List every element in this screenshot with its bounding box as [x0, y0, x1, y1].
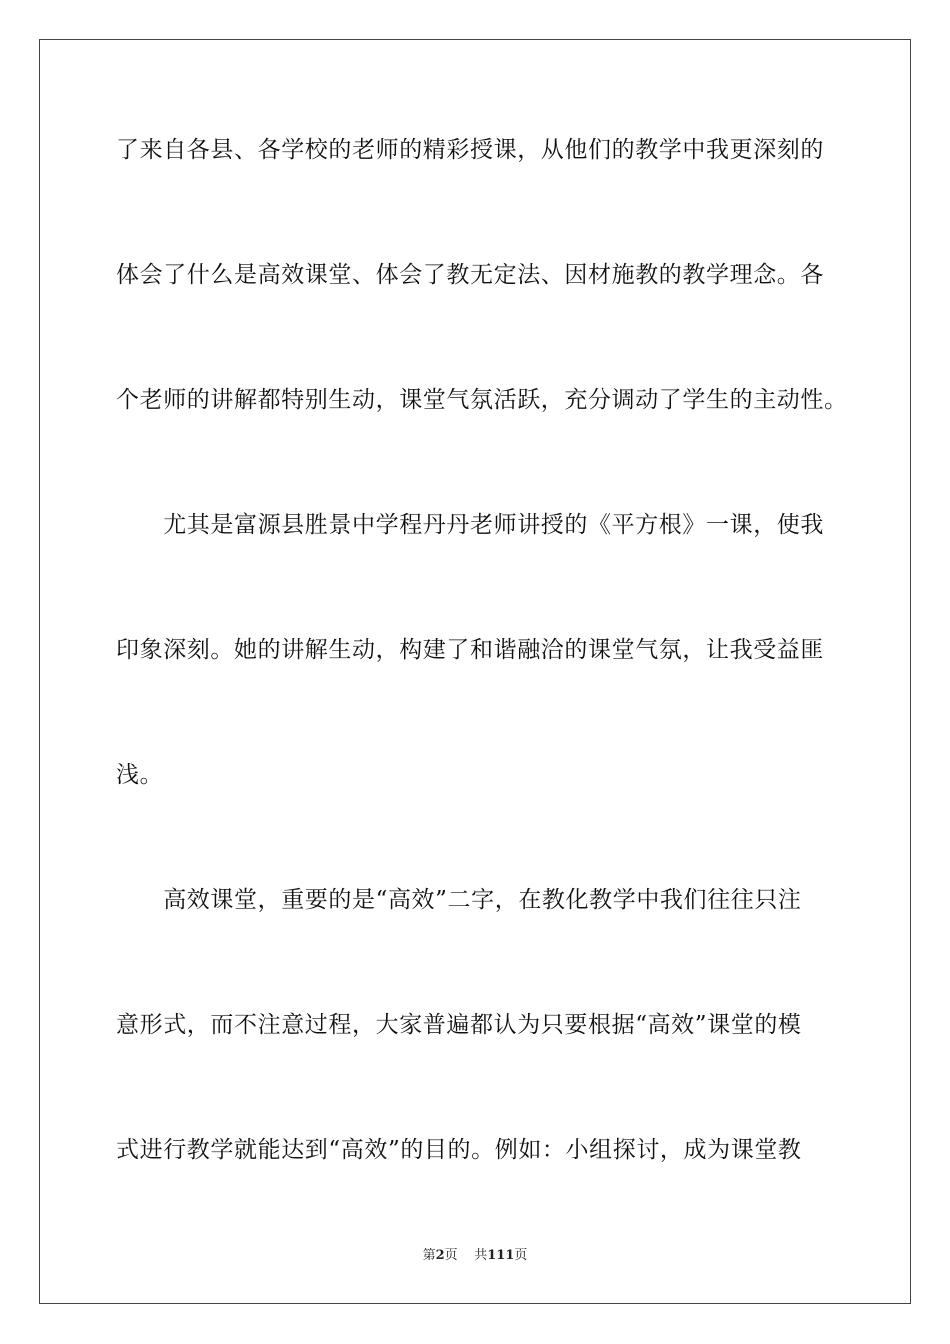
page-total: 111 [487, 1248, 515, 1263]
page-prefix: 第 [422, 1248, 436, 1263]
text-line-2: 体会了什么是高效课堂、体会了教无定法、因材施教的教学理念。各 [116, 262, 824, 288]
text-line-9: 式进行教学就能达到“高效”的目的。例如：小组探讨，成为课堂教 [116, 1137, 802, 1163]
page-frame [39, 39, 911, 1304]
text-line-3: 个老师的讲解都特别生动，课堂气氛活跃，充分调动了学生的主动性。 [116, 387, 848, 413]
text-line-6: 浅。 [116, 762, 164, 788]
total-prefix: 共 [474, 1248, 488, 1263]
total-suffix: 页 [514, 1248, 528, 1263]
text-line-8: 意形式，而不注意过程，大家普遍都认为只要根据“高效”课堂的模 [116, 1012, 802, 1038]
page-footer [0, 1247, 950, 1265]
text-line-1: 了来自各县、各学校的老师的精彩授课，从他们的教学中我更深刻的 [116, 137, 824, 163]
text-line-4: 尤其是富源县胜景中学程丹丹老师讲授的《平方根》一课，使我 [116, 512, 824, 538]
page-suffix: 页 [444, 1248, 458, 1263]
text-line-5: 印象深刻。她的讲解生动，构建了和谐融洽的课堂气氛，让我受益匪 [116, 637, 824, 663]
text-line-7: 高效课堂，重要的是“高效”二字，在教化教学中我们往往只注 [116, 887, 802, 913]
page-current: 2 [435, 1248, 445, 1263]
